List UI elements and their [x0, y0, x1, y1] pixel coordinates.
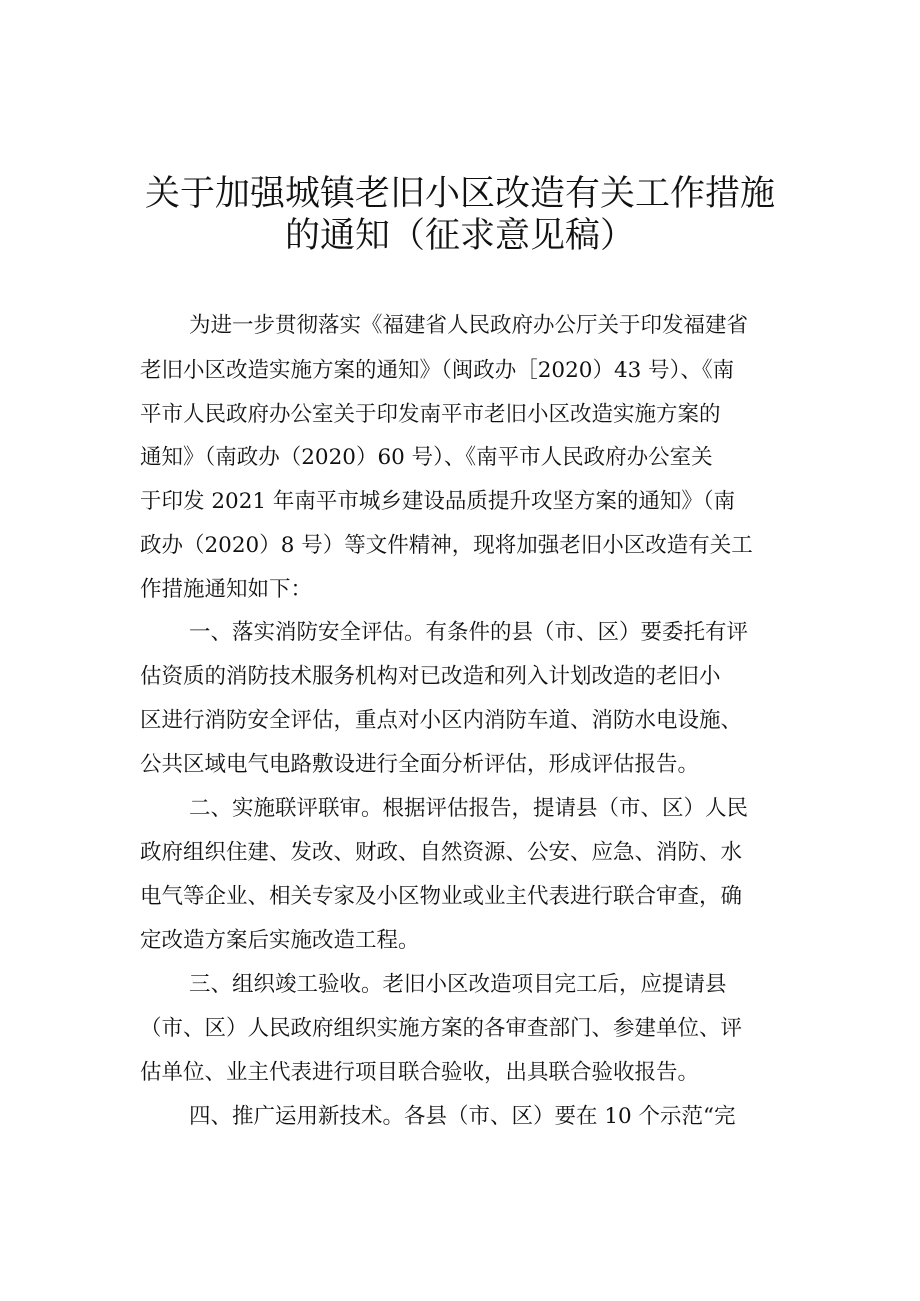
paragraph-line: 平市人民政府办公室关于印发南平市老旧小区改造实施方案的 [140, 402, 721, 427]
paragraph-line: 二、实施联评联审。根据评估报告，提请县（市、区）人民 [189, 796, 749, 821]
paragraph-line: 四、推广运用新技术。各县（市、区）要在 10 个示范“完 [189, 1104, 736, 1129]
paragraph-line: 政办（2020）8 号）等文件精神，现将加强老旧小区改造有关工 [140, 533, 753, 558]
document-title-line-2: 的通知（征求意见稿） [284, 216, 635, 256]
paragraph-line: 通知》（南政办（2020）60 号）、《南平市人民政府办公室关 [140, 445, 713, 470]
paragraph-line: 三、组织竣工验收。老旧小区改造项目完工后，应提请县 [189, 972, 727, 997]
paragraph-line: 定改造方案后实施改造工程。 [140, 928, 420, 953]
paragraph-line: 公共区域电气电路敷设进行全面分析评估，形成评估报告。 [140, 752, 700, 777]
document-title-line-1: 关于加强城镇老旧小区改造有关工作措施 [144, 174, 775, 214]
paragraph-line: 作措施通知如下： [140, 577, 313, 602]
paragraph-line: （市、区）人民政府组织实施方案的各审查部门、参建单位、评 [140, 1016, 743, 1041]
paragraph-line: 老旧小区改造实施方案的通知》（闽政办［2020）43 号）、《南 [140, 358, 735, 383]
paragraph-line: 政府组织住建、发改、财政、自然资源、公安、应急、消防、水 [140, 840, 743, 865]
paragraph-line: 电气等企业、相关专家及小区物业或业主代表进行联合审查，确 [140, 884, 743, 909]
paragraph-line: 于印发 2021 年南平市城乡建设品质提升攻坚方案的通知》（南 [140, 489, 736, 514]
paragraph-line: 为进一步贯彻落实《福建省人民政府办公厅关于印发福建省 [189, 313, 749, 338]
paragraph-line: 区进行消防安全评估，重点对小区内消防车道、消防水电设施、 [140, 708, 743, 733]
paragraph-line: 一、落实消防安全评估。有条件的县（市、区）要委托有评 [189, 620, 749, 645]
paragraph-line: 估单位、业主代表进行项目联合验收，出具联合验收报告。 [140, 1060, 700, 1085]
paragraph-line: 估资质的消防技术服务机构对已改造和列入计划改造的老旧小 [140, 664, 721, 689]
